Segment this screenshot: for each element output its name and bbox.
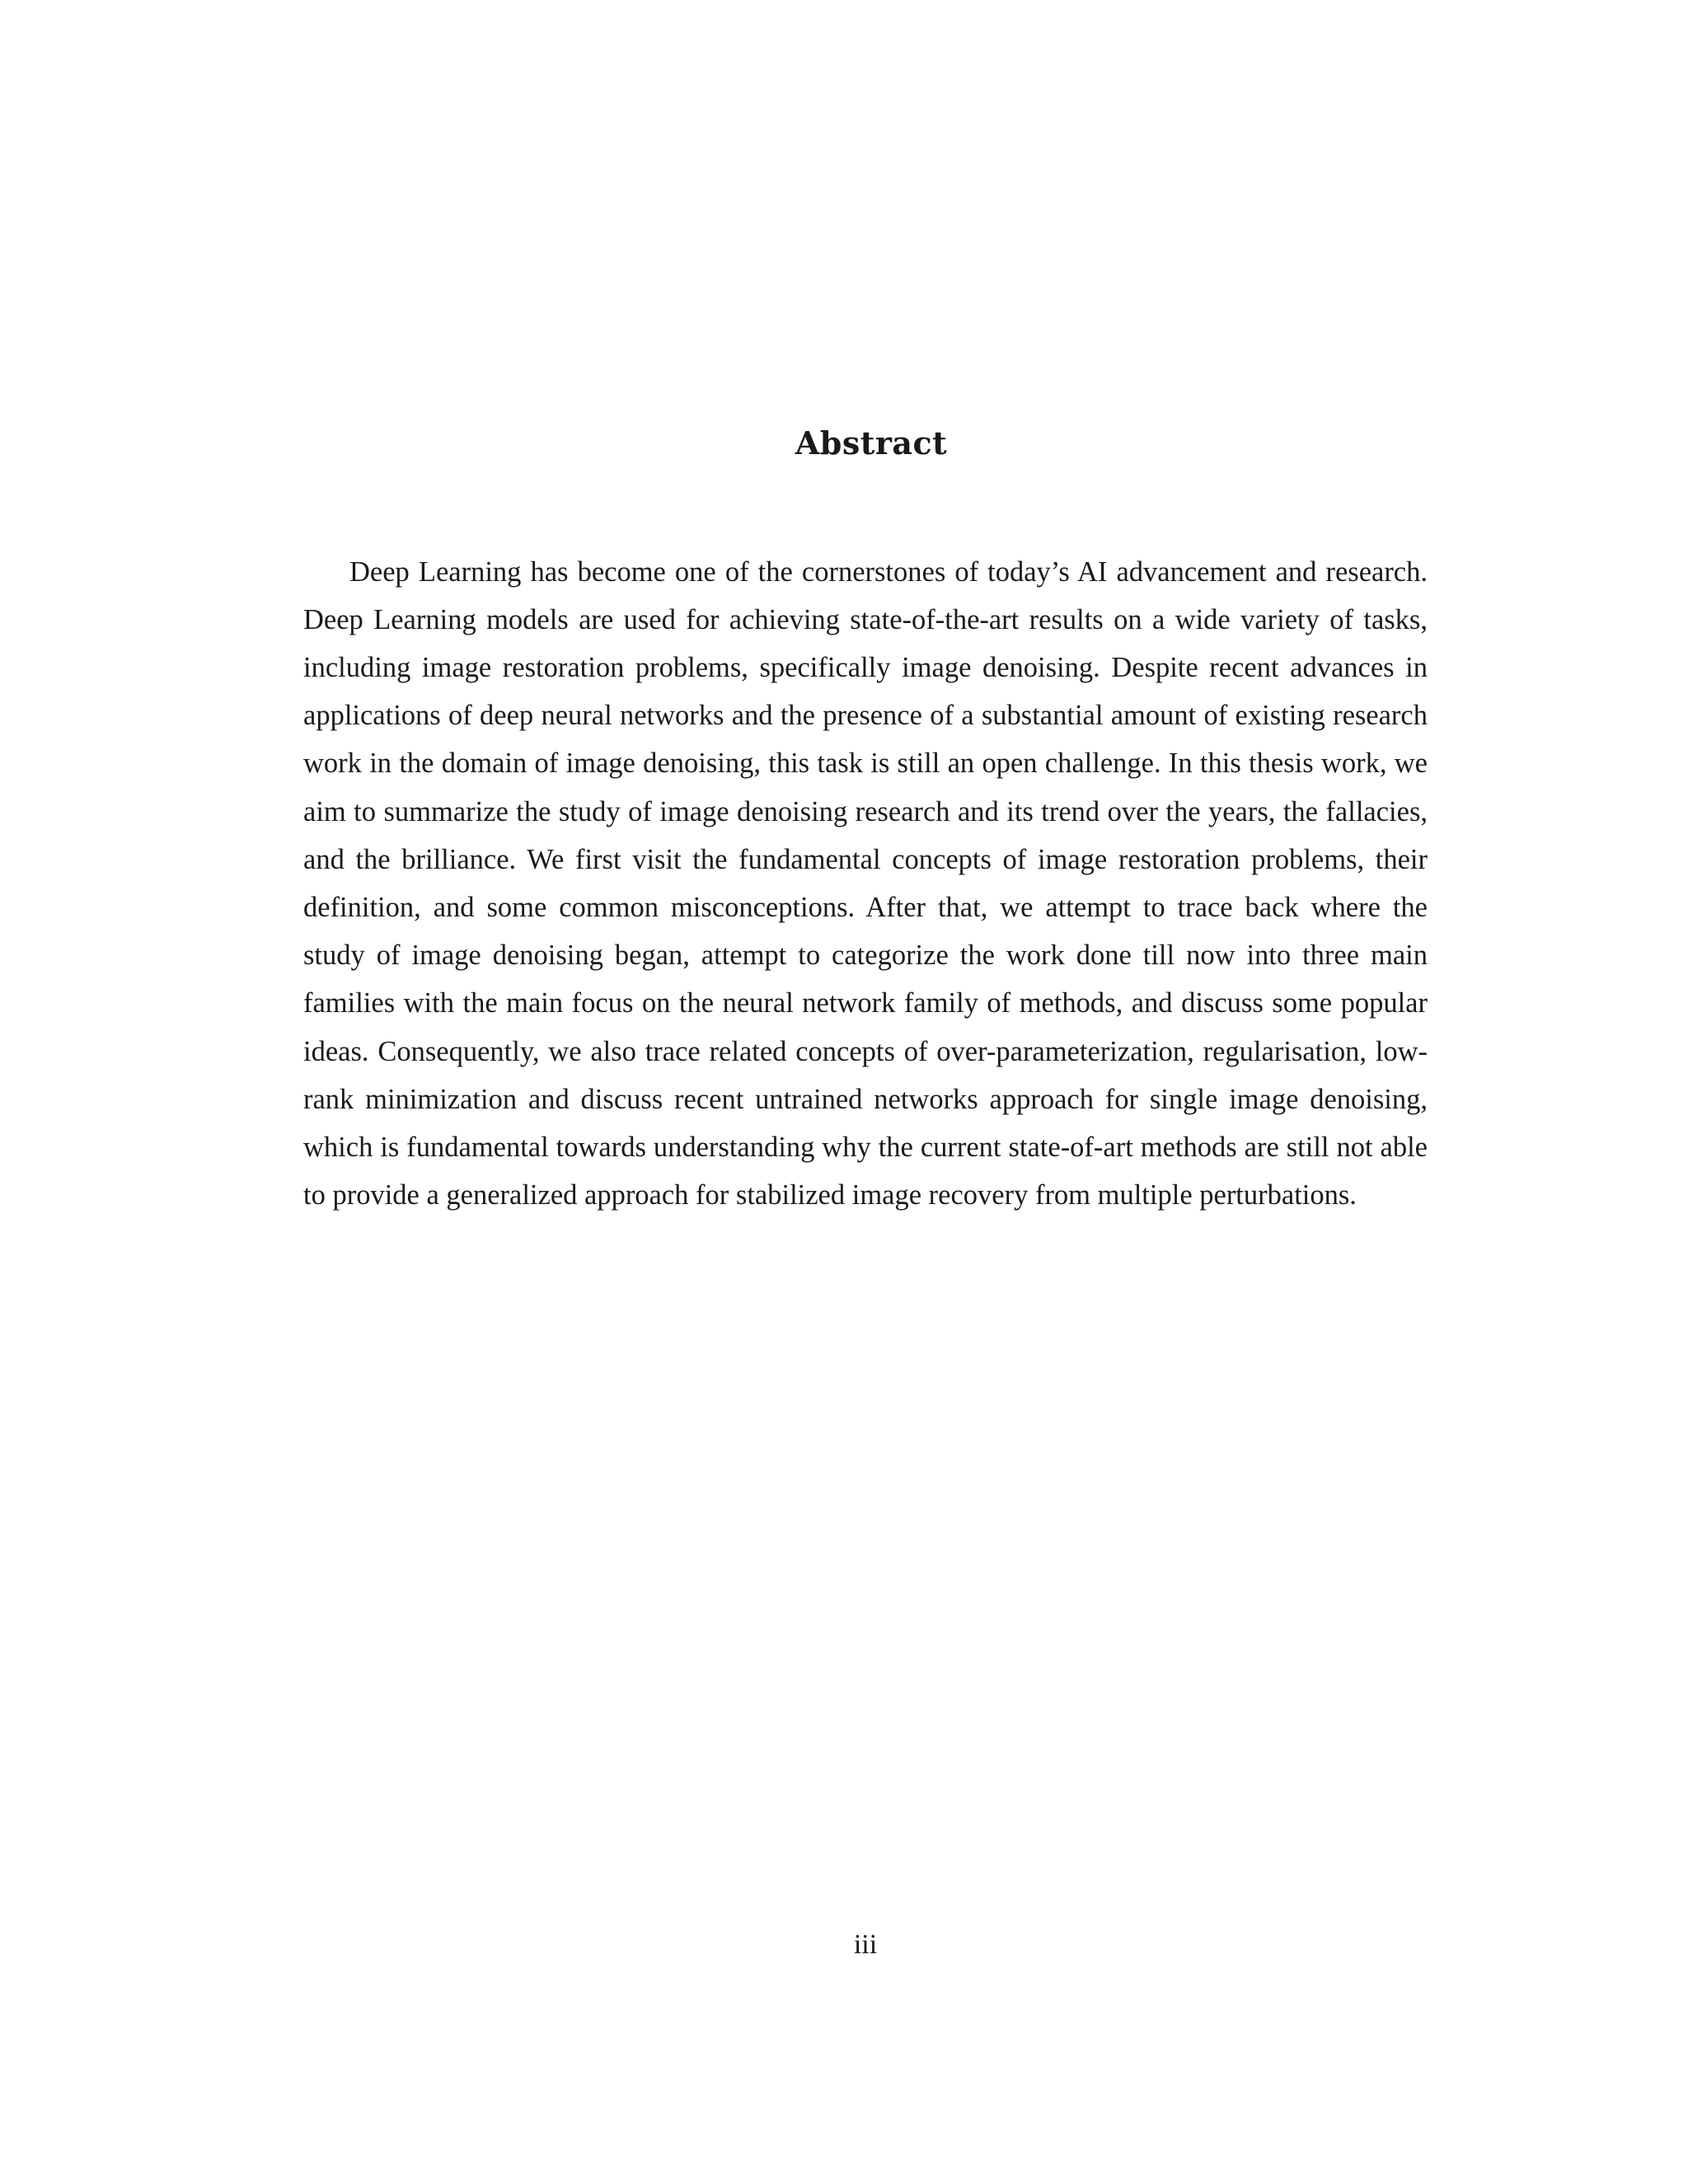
abstract-paragraph: Deep Learning has become one of the cornerstones of today’s AI advancement and research. Deep Learning models are used for achieving state-of-the-art results on a wide variety of tasks, including image restoration problems, specifically image denoising. Despite recent advances in applications of deep neural networks and the presence of a substantial amount of existing research work in the domain of image denoising, this task is still an open challenge. In this thesis work, we aim to summarize the study of image denoising research and its trend over the years, the fallacies, and the brilliance. We first visit the fundamental concepts of image restoration problems, their definition, and some common misconceptions. After that, we attempt to trace back where the study of image denoising began, attempt to categorize the work done till now into three main families with the main focus on the neural network family of methods, and discuss some popular ideas. Consequently, we also trace related concepts of over-parameterization, regularisation, low-rank minimization and discuss recent untrained networks approach for single image denoising, which is fundamental towards understanding why the current state-of-art methods are still not able to provide a generalized approach for stabilized image recovery from multiple perturbations. [303,555,1428,1212]
page-number: iii [853,1929,878,1960]
abstract-heading: Abstract [795,424,948,462]
